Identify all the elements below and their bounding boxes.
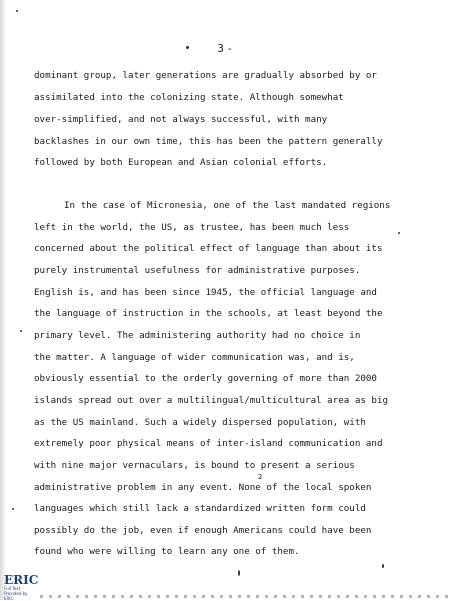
text-line: the matter. A language of wider communication was, and is, xyxy=(34,352,355,363)
scan-speck xyxy=(238,570,240,576)
scan-left-edge xyxy=(0,0,6,600)
text-line: possibly do the job, even if enough Americans could have been xyxy=(34,525,372,536)
scan-bottom-noise xyxy=(40,595,450,598)
page-number-dash: - xyxy=(226,42,234,55)
text-line: left in the world, the US, as trustee, has been much less xyxy=(34,222,350,233)
text-line: assimilated into the colonizing state. Although somewhat xyxy=(34,92,344,103)
text-line: as the US mainland. Such a widely dispersed population, with xyxy=(34,417,366,428)
scan-speck xyxy=(398,232,400,234)
text-line: with nine major vernaculars, is bound to present a serious xyxy=(34,460,355,471)
text-line: backlashes in our own time, this has been the pattern generally xyxy=(34,136,383,147)
eric-logo-text: ERIC xyxy=(4,573,39,587)
text-line: concerned about the political effect of language than about its xyxy=(34,243,383,254)
text-line: In the case of Micronesia, one of the last mandated regions xyxy=(64,200,391,211)
text-line: English is, and has been since 1945, the official language and xyxy=(34,287,377,298)
text-line: languages which still lack a standardized written form could xyxy=(34,503,366,514)
page-number-value: 3 xyxy=(217,42,225,55)
scan-speck xyxy=(12,508,14,510)
text-line: administrative problem in any event. None of the local spoken xyxy=(34,482,372,493)
text-line: dominant group, later generations are gradually absorbed by or xyxy=(34,70,377,81)
text-line: purely instrumental usefulness for administrative purposes. xyxy=(34,265,361,276)
text-line: obviously essential to the orderly governing of more than 2000 xyxy=(34,373,377,384)
text-line: primary level. The administering authority had no choice in xyxy=(34,330,361,341)
scan-speck xyxy=(16,10,18,12)
page-number xyxy=(0,42,451,55)
text-line: the language of instruction in the schools, at least beyond the xyxy=(34,308,383,319)
eric-logo-subtext: Full Text Provided by ERIC xyxy=(4,586,28,601)
scan-speck xyxy=(186,46,189,49)
text-line: found who were willing to learn any one of them. xyxy=(34,546,300,557)
text-line: islands spread out over a multilingual/multicultural area as big xyxy=(34,395,389,406)
scan-speck xyxy=(20,330,22,332)
text-line: followed by both European and Asian colonial efforts. xyxy=(34,157,328,168)
scan-speck xyxy=(382,564,384,568)
text-line: extremely poor physical means of inter-island communication and xyxy=(34,438,383,449)
text-line: over-simplified, and not always successful, with many xyxy=(34,114,328,125)
footnote-reference: 2 xyxy=(258,473,263,481)
eric-logo xyxy=(4,573,39,601)
